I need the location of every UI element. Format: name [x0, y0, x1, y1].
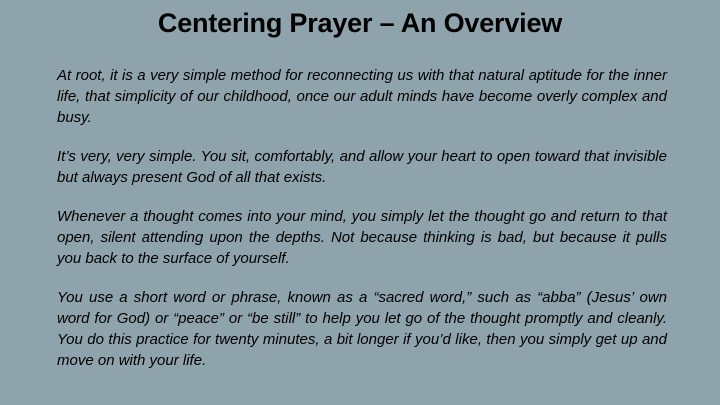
- slide-title: Centering Prayer – An Overview: [157, 8, 563, 38]
- slide-body: [57, 65, 667, 371]
- paragraph-1: At root, it is a very simple method for reconnecting us with that natural aptitude for the inner life, that simplicity of our childhood, once our adult minds have become overly complex and busy.: [57, 67, 667, 126]
- paragraph-2: It’s very, very simple. You sit, comfortably, and allow your heart to open toward that invisible but always present God of all that exists.: [57, 148, 667, 186]
- paragraph-4: You use a short word or phrase, known as a “sacred word,” such as “abba” (Jesus’ own word for God) or “peace” or “be still” to help you let go of the thought promptly and cleanly. You do this practice for twenty minutes, a bit longer if you’d like, then you simply get up and move on with your life.: [57, 289, 667, 369]
- paragraph-3: Whenever a thought comes into your mind, you simply let the thought go and return to that open, silent attending upon the depths. Not because thinking is bad, but because it pulls you back to the surface of yourself.: [57, 208, 667, 267]
